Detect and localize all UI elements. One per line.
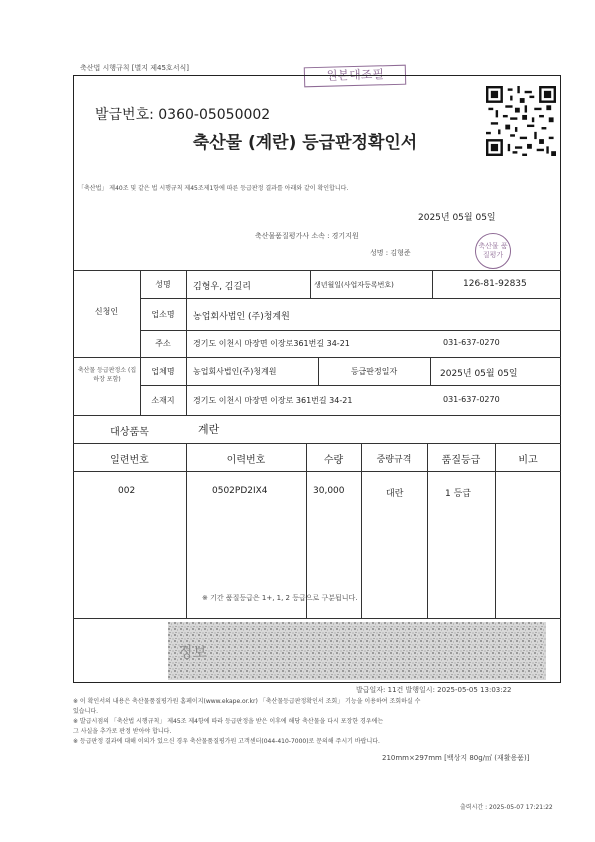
col-header-remarks: 비고 bbox=[518, 455, 538, 466]
company-value: 농업회사법인 (주)청계원 bbox=[193, 312, 290, 322]
grade-note: ※ 기간 품질등급은 1+, 1, 2 등급으로 구분됩니다. bbox=[202, 594, 358, 602]
col-header-grade: 품질등급 bbox=[441, 455, 481, 466]
site-label: 업체명 bbox=[151, 367, 175, 376]
signer-name: 성명 : 김형준 bbox=[370, 249, 411, 257]
location-phone: 031-637-0270 bbox=[443, 395, 500, 404]
intro-text: 「축산법」 제40조 및 같은 법 시행규칙 제45조제1항에 따른 등급판정 결과를 아래와 같이 확인합니다. bbox=[78, 185, 349, 192]
cell-trace: 0502PD2IX4 bbox=[212, 486, 268, 496]
divider bbox=[73, 618, 561, 619]
redaction-label: 정보 bbox=[178, 643, 207, 661]
col-header-serial: 일련번호 bbox=[110, 455, 149, 466]
divider bbox=[186, 270, 187, 415]
divider bbox=[140, 298, 561, 299]
divider bbox=[310, 270, 311, 298]
col-header-qty: 수량 bbox=[323, 455, 344, 466]
name-value: 김형우, 김길리 bbox=[193, 282, 251, 292]
cell-qty: 30,000 bbox=[313, 486, 345, 496]
certified-copy-stamp: 원본대조필 bbox=[304, 65, 406, 88]
address-value: 경기도 이천시 마장면 이장로361번길 34-21 bbox=[193, 339, 350, 348]
divider bbox=[73, 471, 561, 472]
issue-date: 2025년 05월 05일 bbox=[418, 213, 496, 223]
certificate-frame bbox=[73, 75, 561, 683]
divider bbox=[432, 270, 433, 298]
footnote-line: ※ 등급판정 결과에 대해 이의가 있으신 경우 축산물품질평가원 고객센터(044-410-7000)로 문의해 주시기 바랍니다. bbox=[73, 738, 380, 745]
divider bbox=[140, 385, 561, 386]
item-label: 대상품목 bbox=[110, 427, 149, 438]
location-value: 경기도 이천시 마장면 이장로 361번길 34-21 bbox=[193, 396, 353, 405]
divider bbox=[73, 415, 561, 416]
page-title: 축산물 (계란) 등급판정확인서 bbox=[192, 133, 418, 153]
divider bbox=[186, 443, 187, 618]
phone-value: 031-637-0270 bbox=[443, 338, 500, 347]
footnote-line: 그 사실을 추가로 판정 받아야 합니다. bbox=[73, 728, 172, 735]
site-value: 농업회사법인(주)청계원 bbox=[193, 367, 277, 376]
cell-serial: 002 bbox=[118, 486, 136, 496]
grading-date-label: 등급판정일자 bbox=[350, 367, 398, 376]
address-label: 주소 bbox=[155, 339, 171, 348]
divider bbox=[306, 443, 307, 618]
form-label: 축산법 시행규칙 [별지 제45호서식] bbox=[80, 64, 189, 72]
footnotes bbox=[73, 697, 420, 747]
divider bbox=[73, 270, 561, 271]
cell-grade: 1 등급 bbox=[445, 489, 471, 499]
name-label: 성명 bbox=[155, 280, 171, 289]
divider bbox=[430, 357, 431, 385]
footnote-line: ※ 이 확인서의 내용은 축산물품질평가원 홈페이지(www.ekape.or.kr) 「축산물등급판정확인서 조회」 기능을 이용하여 조회하실 수 bbox=[73, 698, 421, 705]
grading-date-value: 2025년 05월 05일 bbox=[440, 369, 518, 379]
divider bbox=[73, 357, 561, 358]
official-seal: 축산물 품질평가 bbox=[475, 233, 511, 269]
cell-weight: 대란 bbox=[386, 489, 404, 499]
divider bbox=[427, 443, 428, 618]
paper-spec: 210mm×297mm [백상지 80g/㎡ (재활용품)] bbox=[382, 754, 530, 762]
facility-section-label: 축산물 등급판정소 (집하장 포함) bbox=[77, 367, 137, 383]
divider bbox=[73, 443, 561, 444]
location-label: 소재지 bbox=[151, 396, 175, 405]
issue-meta: 발급일자: 11건 발행일시: 2025-05-05 13:03:22 bbox=[356, 686, 512, 694]
divider bbox=[495, 443, 496, 618]
regno-value: 126-81-92835 bbox=[463, 279, 527, 289]
item-value: 계란 bbox=[198, 423, 220, 436]
applicant-section-label: 신청인 bbox=[94, 307, 119, 316]
regno-label: 생년월일(사업자등록번호) bbox=[314, 281, 394, 289]
divider bbox=[140, 330, 561, 331]
company-label: 업소명 bbox=[151, 310, 175, 319]
redacted-area bbox=[168, 622, 546, 680]
qr-code-icon bbox=[486, 86, 556, 156]
issue-number: 발급번호: 0360-05050002 bbox=[95, 107, 271, 123]
divider bbox=[361, 443, 362, 618]
footnote-line: 있습니다. bbox=[73, 708, 99, 715]
footnote-line: ※ 발급시점의 「축산법 시행규칙」 제45조 제4항에 따라 등급판정을 받은 이후에 해당 축산물을 다시 포장한 경우에는 bbox=[73, 718, 384, 725]
col-header-trace: 이력번호 bbox=[226, 455, 266, 466]
col-header-weight: 중량규격 bbox=[376, 455, 412, 465]
authority-line: 축산물품질평가사 소속 : 경기지원 bbox=[255, 232, 359, 240]
print-time: 출력시간 : 2025-05-07 17:21:22 bbox=[460, 804, 553, 811]
